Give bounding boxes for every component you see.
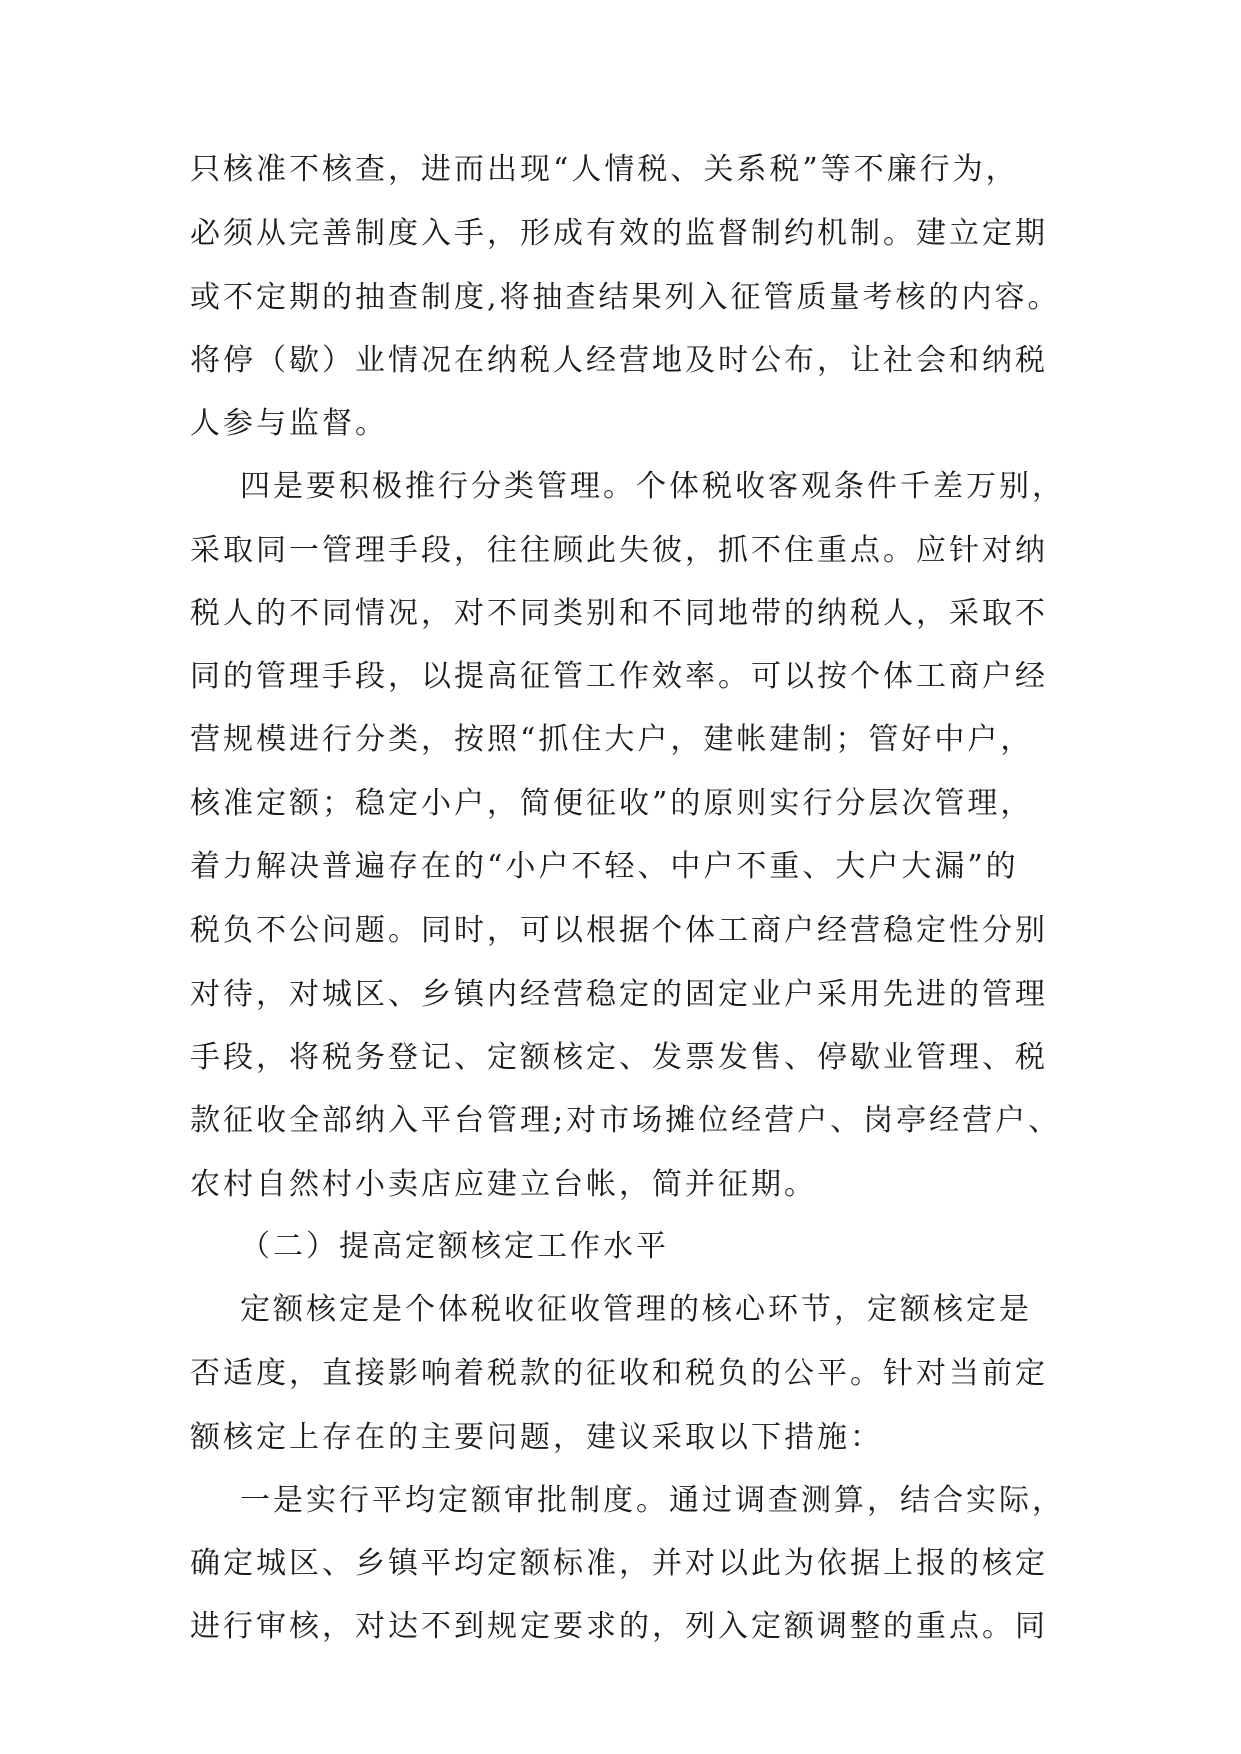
text-line: 进行审核，对达不到规定要求的，列入定额调整的重点。同 (190, 1609, 1048, 1644)
text-line: 手段，将税务登记、定额核定、发票发售、停歇业管理、税 (190, 1040, 1048, 1075)
text-line: 对待，对城区、乡镇内经营稳定的固定业户采用先进的管理 (190, 977, 1048, 1012)
text-line: 税负不公问题。同时，可以根据个体工商户经营稳定性分别 (190, 913, 1048, 948)
text-line: 着力解决普遍存在的“小户不轻、中户不重、大户大漏”的 (190, 849, 1019, 884)
text-line: 将停（歇）业情况在纳税人经营地及时公布，让社会和纳税 (190, 343, 1048, 378)
text-line: 采取同一管理手段，往往顾此失彼，抓不住重点。应针对纳 (190, 533, 1048, 568)
text-line: 营规模进行分类，按照“抓住大户，建帐建制；管好中户， (190, 722, 1034, 757)
text-line: 人参与监督。 (190, 406, 388, 441)
text-line: 否适度，直接影响着税款的征收和税负的公平。针对当前定 (190, 1356, 1048, 1391)
text-line: 或不定期的抽查制度,将抽查结果列入征管质量考核的内容。 (190, 280, 1061, 315)
text-line: 额核定上存在的主要问题，建议采取以下措施： (190, 1420, 883, 1455)
paragraph-first-line: 四是要积极推行分类管理。个体税收客观条件千差万别， (240, 469, 1065, 504)
text-line: 只核准不核查，进而出现“人情税、关系税”等不廉行为， (190, 152, 1019, 187)
section-heading: （二）提高定额核定工作水平 (240, 1229, 669, 1264)
text-line: 确定城区、乡镇平均定额标准，并对以此为依据上报的核定 (190, 1546, 1048, 1581)
text-line: 同的管理手段，以提高征管工作效率。可以按个体工商户经 (190, 659, 1048, 694)
text-line: 款征收全部纳入平台管理;对市场摊位经营户、岗亭经营户、 (190, 1103, 1062, 1138)
text-line: 核准定额；稳定小户，简便征收”的原则实行分层次管理， (190, 786, 1034, 821)
text-line: 必须从完善制度入手，形成有效的监督制约机制。建立定期 (190, 216, 1048, 251)
paragraph-first-line: 一是实行平均定额审批制度。通过调查测算，结合实际， (240, 1483, 1065, 1518)
paragraph-first-line: 定额核定是个体税收征收管理的核心环节，定额核定是 (240, 1292, 1032, 1327)
text-line: 农村自然村小卖店应建立台帐，简并征期。 (190, 1167, 817, 1202)
text-line: 税人的不同情况，对不同类别和不同地带的纳税人，采取不 (190, 596, 1048, 631)
